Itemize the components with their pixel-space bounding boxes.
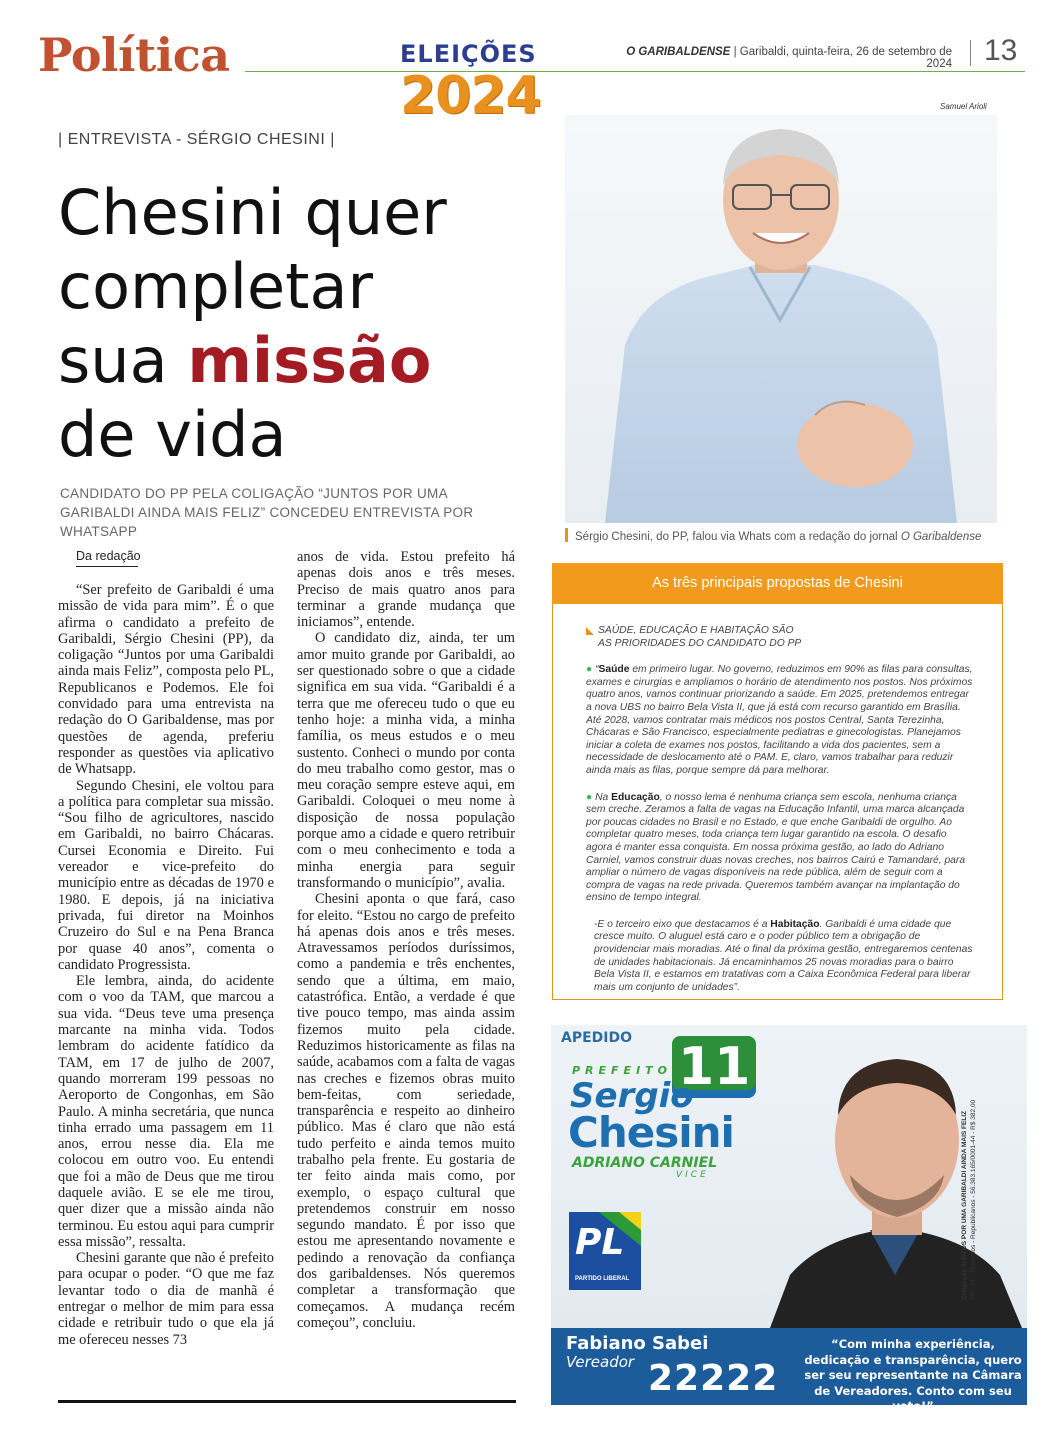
councilor-name: Fabiano Sabei	[566, 1333, 709, 1354]
page-number-divider	[970, 40, 971, 66]
paragraph: Ele lembra, ainda, do acidente com o voo da TAM, que marcou a sua vida. “Deus teve uma presença marcante na minha vida. Todos lembram do acidente fatídico da TAM, em 17 de julho de 2007, quando morreram 199 pessoas no Aeroporto de Congonhas, em São Paulo. A minha secretária, que nunca tinha errado uma passagem em 11 anos, errou nesse dia. Ela me colocou em outro voo. Eu entendi que foi a mão de Deus que me tirou daquele avião. E se ele me tirou, quer dizer que a missão ainda não terminou. Eu estou aqui para cumprir essa missão”, ressalta.	[58, 973, 274, 1250]
proposal-text: -E o terceiro eixo que destacamos é a	[594, 918, 771, 930]
paragraph: Chesini aponta o que fará, caso for eleito. “Estou no cargo de prefeito há apenas dois anos e três meses. Atravessamos períodos duríssimos, como a pandemia e três enchentes, sendo que a última, em maio, catastrófica. Então, a verdade é que tive pouco tempo, mas ainda assim fizemos muito pela cidade. Reduzimos historicamente as filas na saúde, acabamos com a falta de vagas nas creches e fizemos obras muito bem-feitas, com seriedade, transparência e respeito ao dinheiro público. Mas é claro que não está tudo perfeito e ainda temos muito trabalho pela frente. Eu gostaria de ter feito ainda mais como, por exemplo, o espaço cultural que pretendemos construir em nosso segundo mandato. É por isso que estou me apresentando novamente e pedindo a renovação da confiança dos garibaldenses. Nós queremos completar a transformação que começamos. A mudança recém começou”, concluiu.	[297, 891, 515, 1331]
paragraph: anos de vida. Estou prefeito há apenas dois anos e três meses. Preciso de mais quatro anos para terminar a grande mudança que iniciamos”, entende.	[297, 549, 515, 631]
bullet-icon: ●	[586, 664, 593, 676]
bullet-icon: ●	[586, 791, 593, 803]
pl-logo-letters: PL	[575, 1222, 625, 1263]
headline-text: sua	[58, 324, 188, 397]
ad-label: APEDIDO	[561, 1030, 633, 1046]
proposals-intro-line: SAÚDE, EDUCAÇÃO E HABITAÇÃO SÃO	[598, 625, 794, 636]
proposal-text: “	[595, 664, 599, 676]
paragraph: “Ser prefeito de Garibaldi é uma missão de vida para mim”. É o que afirma o candidato a prefeito de Garibaldi, Sérgio Chesini (PP), da coligação “Juntos por uma Garibaldi ainda mais Feliz”, composta pelo PL, Republicanos e Podemos. Ele foi convidado para uma entrevista na redação do O Garibaldense, mas por questões de agenda, preferiu responder as questões via aplicativo de Whatsapp.	[58, 582, 274, 778]
ad-vice-name: ADRIANO CARNIEL	[572, 1155, 718, 1171]
proposal-text: em primeiro lugar. No governo, reduzimos em 90% as filas para consultas, exames e cirurgias e ampliamos o horário de atendimento nos postos. Nos próximos quatro anos, vamos continuar priorizando a saúde. Em 2025, pretendemos entregar a nova UBS no bairro Bela Vista II, que já está com recurso garantido em Brasília. Até 2028, vamos contratar mais médicos nos postos Central, Santa Terezinha, Chácaras e São Francisco, especialmente pediatras e ginecologistas. Planejamos iniciar a coleta de exames nos postos, facilitando a vida dos pacientes, sem a necessidade de deslocamento até o PAM. E, claro, vamos trabalhar para reduzir ainda mais as filas, porque sempre dá para melhorar.	[586, 664, 973, 776]
proposals-box-title: As três principais propostas de Chesini	[552, 563, 1003, 604]
ad-legal-line: PP - PL - Podemos - Republicanos - 56.383.165/0001-44 - R$ 382,00	[970, 1099, 977, 1300]
proposal-keyword: Habitação	[770, 918, 820, 930]
article-headline	[58, 176, 538, 472]
paragraph: O candidato diz, ainda, ter um amor muito grande por Garibaldi, ao ser questionado sobre o que a cidade significa em sua vida. “Garibaldi é a terra que me ofereceu tudo o que eu tenho hoje: a minha vida, a minha família, os meus estudos e o meu sustento. Conheci o mundo por conta do meu trabalho como gestor, mas o meu coração sempre esteve aqui, em Garibaldi. Coloquei o meu nome à disposição de nossa população porque amo a cidade e quero retribuir com o meu conhecimento e toda a minha energia para seguir transformando o município”, avalia.	[297, 630, 515, 891]
ad-vice-label: VICE	[676, 1170, 709, 1180]
proposals-intro-line: AS PRIORIDADES DO CANDIDATO DO PP	[598, 637, 802, 649]
headline-line: Chesini quer	[58, 176, 447, 249]
caption-marker	[565, 528, 568, 542]
proposals-intro	[586, 625, 974, 650]
ad-legal-line: Coligação JUNTOS POR UMA GARIBALDI AINDA MAIS FELIZ	[961, 1110, 968, 1300]
photo-caption-paper: O Garibaldense	[900, 531, 982, 543]
article-column-1	[58, 582, 274, 1348]
candidate-ad-photo	[760, 1025, 1027, 1328]
article-end-rule	[58, 1400, 516, 1403]
councilor-portrait-illustration	[760, 1025, 1027, 1328]
headline-line: completar	[58, 250, 373, 323]
councilor-role: Vereador	[566, 1353, 635, 1371]
section-title: Política	[38, 28, 230, 82]
paragraph: Segundo Chesini, ele voltou para a política para completar sua missão. “Sou filho de agricultores, nascido em Garibaldi, no bairro Chácaras. Cursei Economia e Direito. Fui vereador e vice-prefeito do município entre as décadas de 1970 e 1980. E depois, já na iniciativa privada, fui diretor na Moinhos Cruzeiro do Sul e na Pena Branca por quase 40 anos”, comenta o candidato Progressista.	[58, 777, 274, 973]
elections-badge-label: ELEIÇÕES	[400, 40, 537, 68]
mayor-number: 11	[672, 1036, 756, 1098]
proposal-health	[586, 664, 974, 777]
photo-credit: Samuel Arioli	[940, 102, 987, 111]
proposals-box-body	[586, 625, 974, 1008]
elections-badge-year: 2024	[400, 66, 541, 126]
headline-accent: missão	[187, 324, 432, 397]
proposal-keyword: Educação	[611, 791, 660, 803]
article-kicker: | ENTREVISTA - SÉRGIO CHESINI |	[58, 131, 335, 148]
ad-office: PREFEITO	[572, 1064, 673, 1077]
article-subtitle: CANDIDATO DO PP PELA COLIGAÇÃO “JUNTOS POR UMA GARIBALDI AINDA MAIS FELIZ” CONCEDEU ENTREVISTA POR WHATSAPP	[60, 486, 474, 539]
article-column-2	[297, 549, 515, 1331]
masthead-separator: |	[733, 46, 737, 58]
headline-line: de vida	[58, 398, 287, 471]
headline-line	[58, 324, 538, 398]
councilor-quote: “Com minha experiência, dedicação e transparência, quero ser seu representante na Câmara de Vereadores. Conto com seu voto!”	[804, 1337, 1022, 1413]
masthead	[600, 46, 952, 70]
photo-caption-text: Sérgio Chesini, do PP, falou via Whats com a redação do jornal	[575, 531, 901, 543]
pl-logo-name: PARTIDO LIBERAL	[575, 1276, 630, 1282]
byline: Da redação	[76, 549, 141, 563]
page-number: 13	[984, 34, 1018, 67]
councilor-number: 22222	[648, 1358, 779, 1399]
paragraph: Chesini garante que não é prefeito para ocupar o poder. “O que me faz levantar todo o dia de manhã é entregar o melhor de mim para essa cidade e retribuir tudo o que ela já me ofereceu nesses 73	[58, 1250, 274, 1348]
header-divider	[245, 71, 1025, 72]
proposal-text: Na	[595, 791, 612, 803]
proposal-keyword: Saúde	[598, 664, 630, 676]
proposal-text: , o nosso lema é nenhuma criança sem escola, nenhuma criança sem creche. Zeramos a falta de vagas na Educação Infantil, uma marca alcançada por poucas cidades no Brasil e no Estado, e que enche Garibaldi de orgulho. Ao completar quatro meses, toda criança tem lugar garantido na escola. O desafio agora é manter essa conquista. Em nossa próxima gestão, ao lado do Adriano Carniel, vamos construir duas novas creches, nos bairros Cairú e Tamandaré, para ampliar o número de vagas disponíveis na rede pública, além de seguir com a compra de vagas na rede privada. Queremos também avançar na implantação do ensino de tempo integral.	[586, 791, 966, 904]
ad-last-name: Chesini	[568, 1108, 734, 1157]
candidate-portrait-illustration	[565, 115, 997, 523]
proposal-education	[586, 792, 974, 905]
proposal-housing	[586, 919, 974, 995]
byline-underline	[76, 566, 138, 567]
newspaper-name: O GARIBALDENSE	[626, 46, 731, 58]
dateline: Garibaldi, quinta-feira, 26 de setembro de 2024	[739, 46, 952, 70]
ad-legal-notice	[960, 1070, 978, 1300]
candidate-photo	[565, 115, 997, 523]
ad-first-name: Sergio	[570, 1076, 694, 1116]
photo-caption	[575, 531, 981, 543]
proposal-text: . Garibaldi é uma cidade que cresce muito. O aluguel está caro e o poder público tem a obrigação de providenciar mais moradias. Até o final da próxima gestão, entregaremos centenas de unidades habitacionais. Já encaminhamos 25 novas moradias para o bairro Bela Vista II, e estamos em tratativas com a Caixa Econômica Federal para liberar mais um conjunto de unidades”.	[594, 918, 973, 993]
